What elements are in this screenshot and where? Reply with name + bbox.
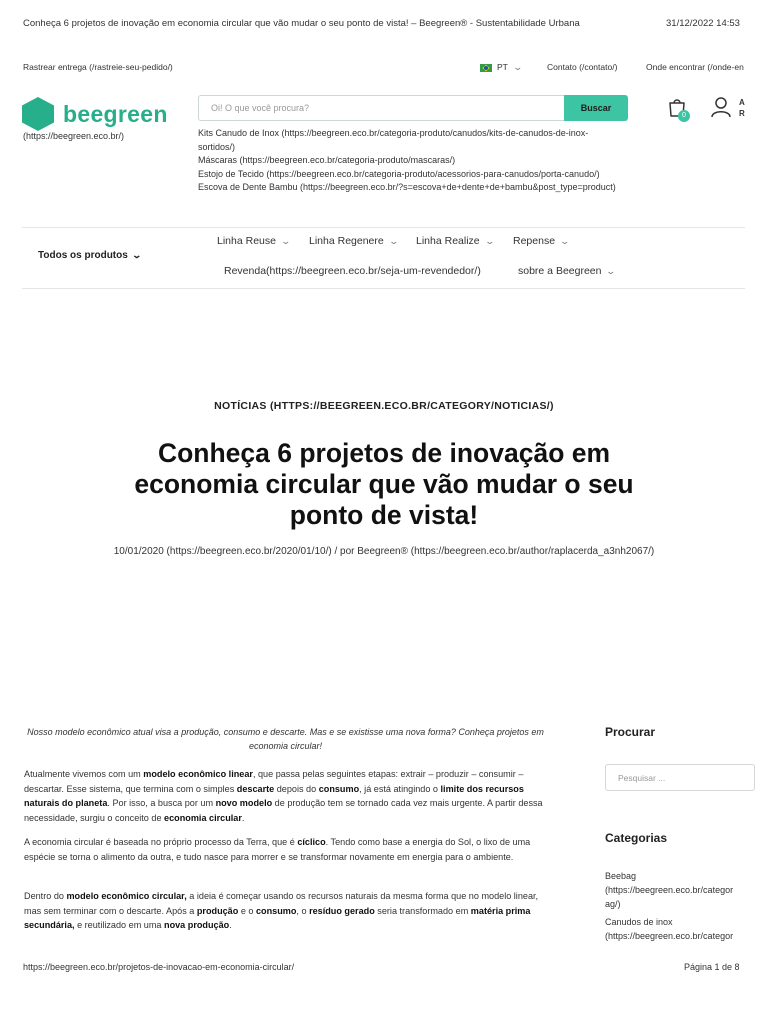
chevron-down-icon: ⌄: [484, 235, 495, 246]
where-to-find-link[interactable]: Onde encontrar (/onde-en: [646, 62, 744, 72]
print-header-title: Conheça 6 projetos de inovação em economia circular que vão mudar o seu ponto de vista! – Beegreen® - Sustentabilidade Urbana: [23, 18, 580, 29]
search-suggestions: [198, 127, 623, 195]
emphasis-text: modelo econômico linear: [143, 769, 253, 779]
nav-item-repense[interactable]: [513, 235, 569, 247]
category-url: (https://beegreen.eco.br/categor: [605, 931, 734, 941]
sidebar-search-input[interactable]: [605, 764, 755, 791]
chevron-down-icon: ⌄: [131, 250, 142, 260]
nav-item-sobre[interactable]: [518, 265, 615, 277]
body-text: e reutilizado em uma: [74, 920, 165, 930]
print-footer-url: https://beegreen.eco.br/projetos-de-inovacao-em-economia-circular/: [23, 962, 295, 972]
body-text: , já está atingindo o: [359, 783, 441, 794]
nav-item-label: Revenda(https://beegreen.eco.br/seja-um-revendedor/): [224, 265, 481, 277]
body-text: Dentro do: [24, 891, 67, 901]
brazil-flag-icon: [480, 64, 492, 72]
sidebar-categories-heading: Categorias: [605, 831, 668, 845]
contact-link[interactable]: Contato (/contato/): [547, 62, 618, 72]
all-products-menu[interactable]: [38, 250, 140, 261]
chevron-down-icon: ⌄: [512, 62, 524, 72]
article-paragraph: [24, 835, 547, 864]
language-label: PT: [497, 62, 508, 72]
nav-divider-bottom: [22, 288, 745, 289]
nav-divider-top: [22, 227, 745, 228]
body-text: . Por isso, a busca por um: [107, 798, 216, 808]
emphasis-text: economia circular: [164, 812, 242, 823]
emphasis-text: descarte: [236, 783, 275, 794]
hexagon-logo-icon: [22, 97, 54, 131]
account-label[interactable]: [739, 97, 745, 119]
emphasis-text: modelo econômico circular,: [66, 891, 187, 901]
emphasis-text: consumo: [256, 905, 297, 916]
nav-item-linha-realize[interactable]: [416, 235, 493, 247]
body-text: depois do: [274, 783, 319, 794]
chevron-down-icon: ⌄: [280, 235, 292, 246]
suggestion-item[interactable]: Escova de Dente Bambu (https://beegreen.eco.br/?s=escova+de+dente+de+bambu&post_type=product): [198, 182, 616, 192]
emphasis-text: consumo: [318, 783, 360, 794]
body-text: , que passa pelas seguintes etapas: extrair – produzir – consumir – descartar. Esse sistema, que termina com o simples: [24, 769, 524, 794]
suggestion-item[interactable]: Estojo de Tecido (https://beegreen.eco.br/categoria-produto/acessorios-para-canudos/porta-canudo/): [198, 168, 600, 179]
category-url-tail: ag/): [605, 899, 621, 909]
chevron-down-icon: ⌄: [388, 235, 399, 246]
language-selector[interactable]: [480, 62, 522, 73]
emphasis-text: matéria prima secundária,: [24, 905, 531, 930]
article-meta[interactable]: 10/01/2020 (https://beegreen.eco.br/2020/01/10/) / por Beegreen® (https://beegreen.eco.br/author/raplacerda_a3nh2067/): [113, 546, 655, 557]
body-text: seria transformado em: [374, 905, 471, 916]
article-title: Conheça 6 projetos de inovação em economia circular que vão mudar o seu ponto de vista!: [134, 438, 634, 530]
nav-item-label: Linha Realize: [416, 235, 480, 247]
all-products-label: Todos os produtos: [38, 250, 128, 261]
nav-item-revenda[interactable]: [224, 265, 481, 277]
article-paragraph: [24, 767, 547, 825]
print-header-datetime: 31/12/2022 14:53: [666, 18, 740, 29]
cart-count-badge: 0: [678, 110, 690, 122]
article-paragraph: [24, 889, 547, 933]
sidebar-search-heading: Procurar: [605, 725, 656, 739]
emphasis-text: nova produção: [164, 920, 230, 930]
body-text: e o: [238, 905, 256, 916]
nav-item-label: Repense: [513, 235, 556, 247]
sidebar-category-beebag[interactable]: [605, 869, 755, 911]
emphasis-text: resíduo gerado: [309, 905, 375, 916]
body-text: . Tendo como base a energia do Sol, o lixo de uma espécie se torna o alimento da outra, e tudo nasce para morrer e se transformar novamente em energia para o ambiente.: [24, 837, 531, 862]
category-label: Beebag: [605, 871, 637, 881]
body-text: a ideia é começar usando os recursos naturais da mesma forma que no modelo linear, mas sem terminar com o descarte. Após a: [24, 891, 539, 916]
emphasis-text: cíclico: [297, 837, 326, 847]
header-search: [198, 95, 628, 121]
beegreen-logo[interactable]: [22, 97, 168, 131]
body-text: A economia circular é baseada no próprio processo da Terra, que é: [24, 837, 298, 847]
body-text: .: [229, 920, 232, 930]
logo-url[interactable]: (https://beegreen.eco.br/): [23, 131, 125, 141]
body-text: de produção tem se tornado cada vez mais urgente. A partir dessa necessidade, surgiu o conceito de: [24, 798, 543, 823]
search-button[interactable]: Buscar: [564, 95, 628, 121]
logo-text: beegreen: [63, 100, 168, 127]
body-text: .: [241, 812, 245, 823]
nav-item-label: Linha Regenere: [309, 235, 384, 247]
article-intro: Nosso modelo econômico atual visa a produção, consumo e descarte. Mas e se existisse uma nova forma? Conheça projetos em economia circular!: [27, 727, 544, 751]
print-footer-page: Página 1 de 8: [684, 962, 740, 972]
body-text: , o: [296, 905, 310, 916]
nav-item-linha-regenere[interactable]: [309, 235, 397, 247]
track-order-link[interactable]: Rastrear entrega (/rastreie-seu-pedido/): [23, 62, 173, 72]
search-input[interactable]: [198, 95, 564, 121]
category-url: (https://beegreen.eco.br/categor: [605, 885, 734, 895]
chevron-down-icon: ⌄: [559, 235, 571, 246]
user-icon: [711, 96, 731, 118]
chevron-down-icon: ⌄: [605, 265, 617, 276]
nav-item-label: Linha Reuse: [217, 235, 276, 247]
nav-item-linha-reuse[interactable]: [217, 235, 290, 247]
sidebar-category-canudos[interactable]: [605, 915, 755, 943]
suggestion-item[interactable]: Máscaras (https://beegreen.eco.br/categoria-produto/mascaras/): [198, 155, 456, 165]
body-text: Atualmente vivemos com um: [24, 769, 144, 779]
suggestion-item[interactable]: Kits Canudo de Inox (https://beegreen.eco.br/categoria-produto/canudos/kits-de-canudos-de-inox-sortidos/): [198, 128, 589, 152]
account-button[interactable]: [711, 96, 731, 118]
cart-button[interactable]: [666, 96, 688, 118]
emphasis-text: novo modelo: [215, 798, 273, 808]
account-label-line2: R: [739, 109, 745, 118]
emphasis-text: limite dos recursos naturais do planeta: [24, 783, 524, 808]
nav-item-label: sobre a Beegreen: [518, 265, 602, 277]
account-label-line1: A: [739, 98, 745, 107]
article-category-link[interactable]: NOTÍCIAS (HTTPS://BEEGREEN.ECO.BR/CATEGORY/NOTICIAS/): [214, 400, 554, 412]
emphasis-text: produção: [196, 905, 239, 916]
category-label: Canudos de inox: [605, 917, 673, 927]
